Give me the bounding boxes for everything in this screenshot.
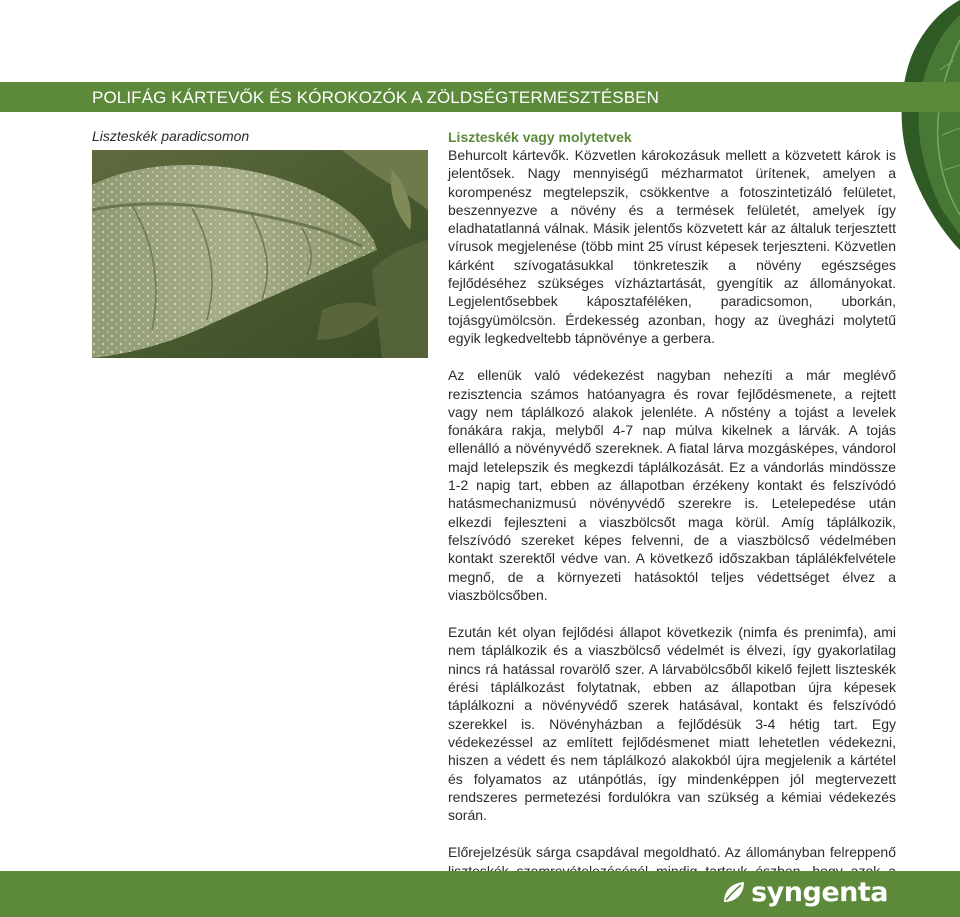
paragraph-4: Előrejelzésük sárga csapdával megoldható. Az állományban felreppenő bbox=[448, 844, 896, 861]
paragraph-3: Ezután két olyan fejlődési állapot következik (nimfa és prenimfa), ami nem táplálkozik és a viaszbölcső védelmét is élvezi, így gyakorlatilag nincs rá hatással rovarölő szer. A lárvabölcsőből kikelő fejlett liszteskék érési táplálkozást folytatnak, ebben az állapotban újra képesek táplálkozni a növényvédő szerek hatásával, kontakt és felszívódó szerekkel is. Növényházban a fejlődésük 3-4 hétig tart. Egy védekezéssel az említett fejlődésmenet miatt lehetetlen védekezni, hiszen a védett és nem táplálkozó alakokból újra megjelenik a kártétel és folyamatos az utánpótlás, így mindenképpen jól megtervezett rendszeres permetezési fordulókra van szükség a kémiai védekezés során. bbox=[448, 624, 896, 824]
syngenta-leaf-icon bbox=[718, 878, 748, 908]
footer-bar bbox=[0, 871, 960, 917]
logo-text: syngenta bbox=[751, 877, 888, 908]
paragraph-1: Behurcolt kártevők. Közvetlen károkozásuk mellett a közvetett károk is jelentősek. Nagy mennyiségű mézharmatot ürítenek, amelyen a korompenész megtelepszik, csökkentve a fotoszintetizáló felületet, beszennyezve a növény és a termések felületét, amelyek így eladhatatlanná válnak. Másik jelentős közvetett kár az általuk terjesztett vírusok megjelenése (több mint 25 vírust képesek terjeszteni. Közvetlen kárként szívogatásukkal tönkreteszik a növény egészséges fejlődéséhez szükséges vízháztartását, gyengítik az állományokat. Legjelentősebbek káposztaféléken, paradicsomon, uborkán, tojásgyümölcsön. Érdekesség azonban, hogy az üvegházi molytetű egyik legkedveltebb tápnövénye a gerbera. bbox=[448, 147, 896, 346]
header-bar bbox=[0, 82, 960, 112]
page-title: POLIFÁG KÁRTEVŐK ÉS KÓROKOZÓK A ZÖLDSÉGTERMESZTÉSBEN bbox=[92, 88, 659, 107]
article-heading: Liszteskék vagy molytetvek bbox=[448, 129, 632, 145]
tomato-leaf-photo bbox=[92, 150, 428, 358]
leaf-decoration-icon bbox=[890, 0, 960, 260]
figure-caption: Liszteskék paradicsomon bbox=[92, 128, 250, 144]
syngenta-logo bbox=[718, 877, 888, 908]
article bbox=[448, 128, 896, 898]
paragraph-2: Az ellenük való védekezést nagyban nehezíti a már meglévő rezisztencia számos hatóanyagra és rovar fejlődésmenete, a rejtett vagy nem táplálkozó alakok jelenléte. A nőstény a tojást a levelek fonákára rakja, melyből 4-7 nap múlva kikelnek a lárvák. A tojás ellenálló a növényvédő szereknek. A fiatal lárva mozgásképes, vándorol majd letelepszik és megkezdi táplálkozását. Ez a vándorlás mindössze 1-2 napig tart, ebben az állapotban érzékeny kontakt és felszívódó hatásmechanizmusú növényvédő szerekre is. Letelepedése után elkezdi fejleszteni a viaszbölcsőt maga körül. Amíg táplálkozik, felszívódó szereket képes felvenni, de a viaszbölcső védelmében kontakt szerektől védve van. A következő időszakban táplálékfelvétele megnő, de a környezeti hatásoktól teljes védettséget élvez a viaszbölcsőben. bbox=[448, 367, 896, 603]
